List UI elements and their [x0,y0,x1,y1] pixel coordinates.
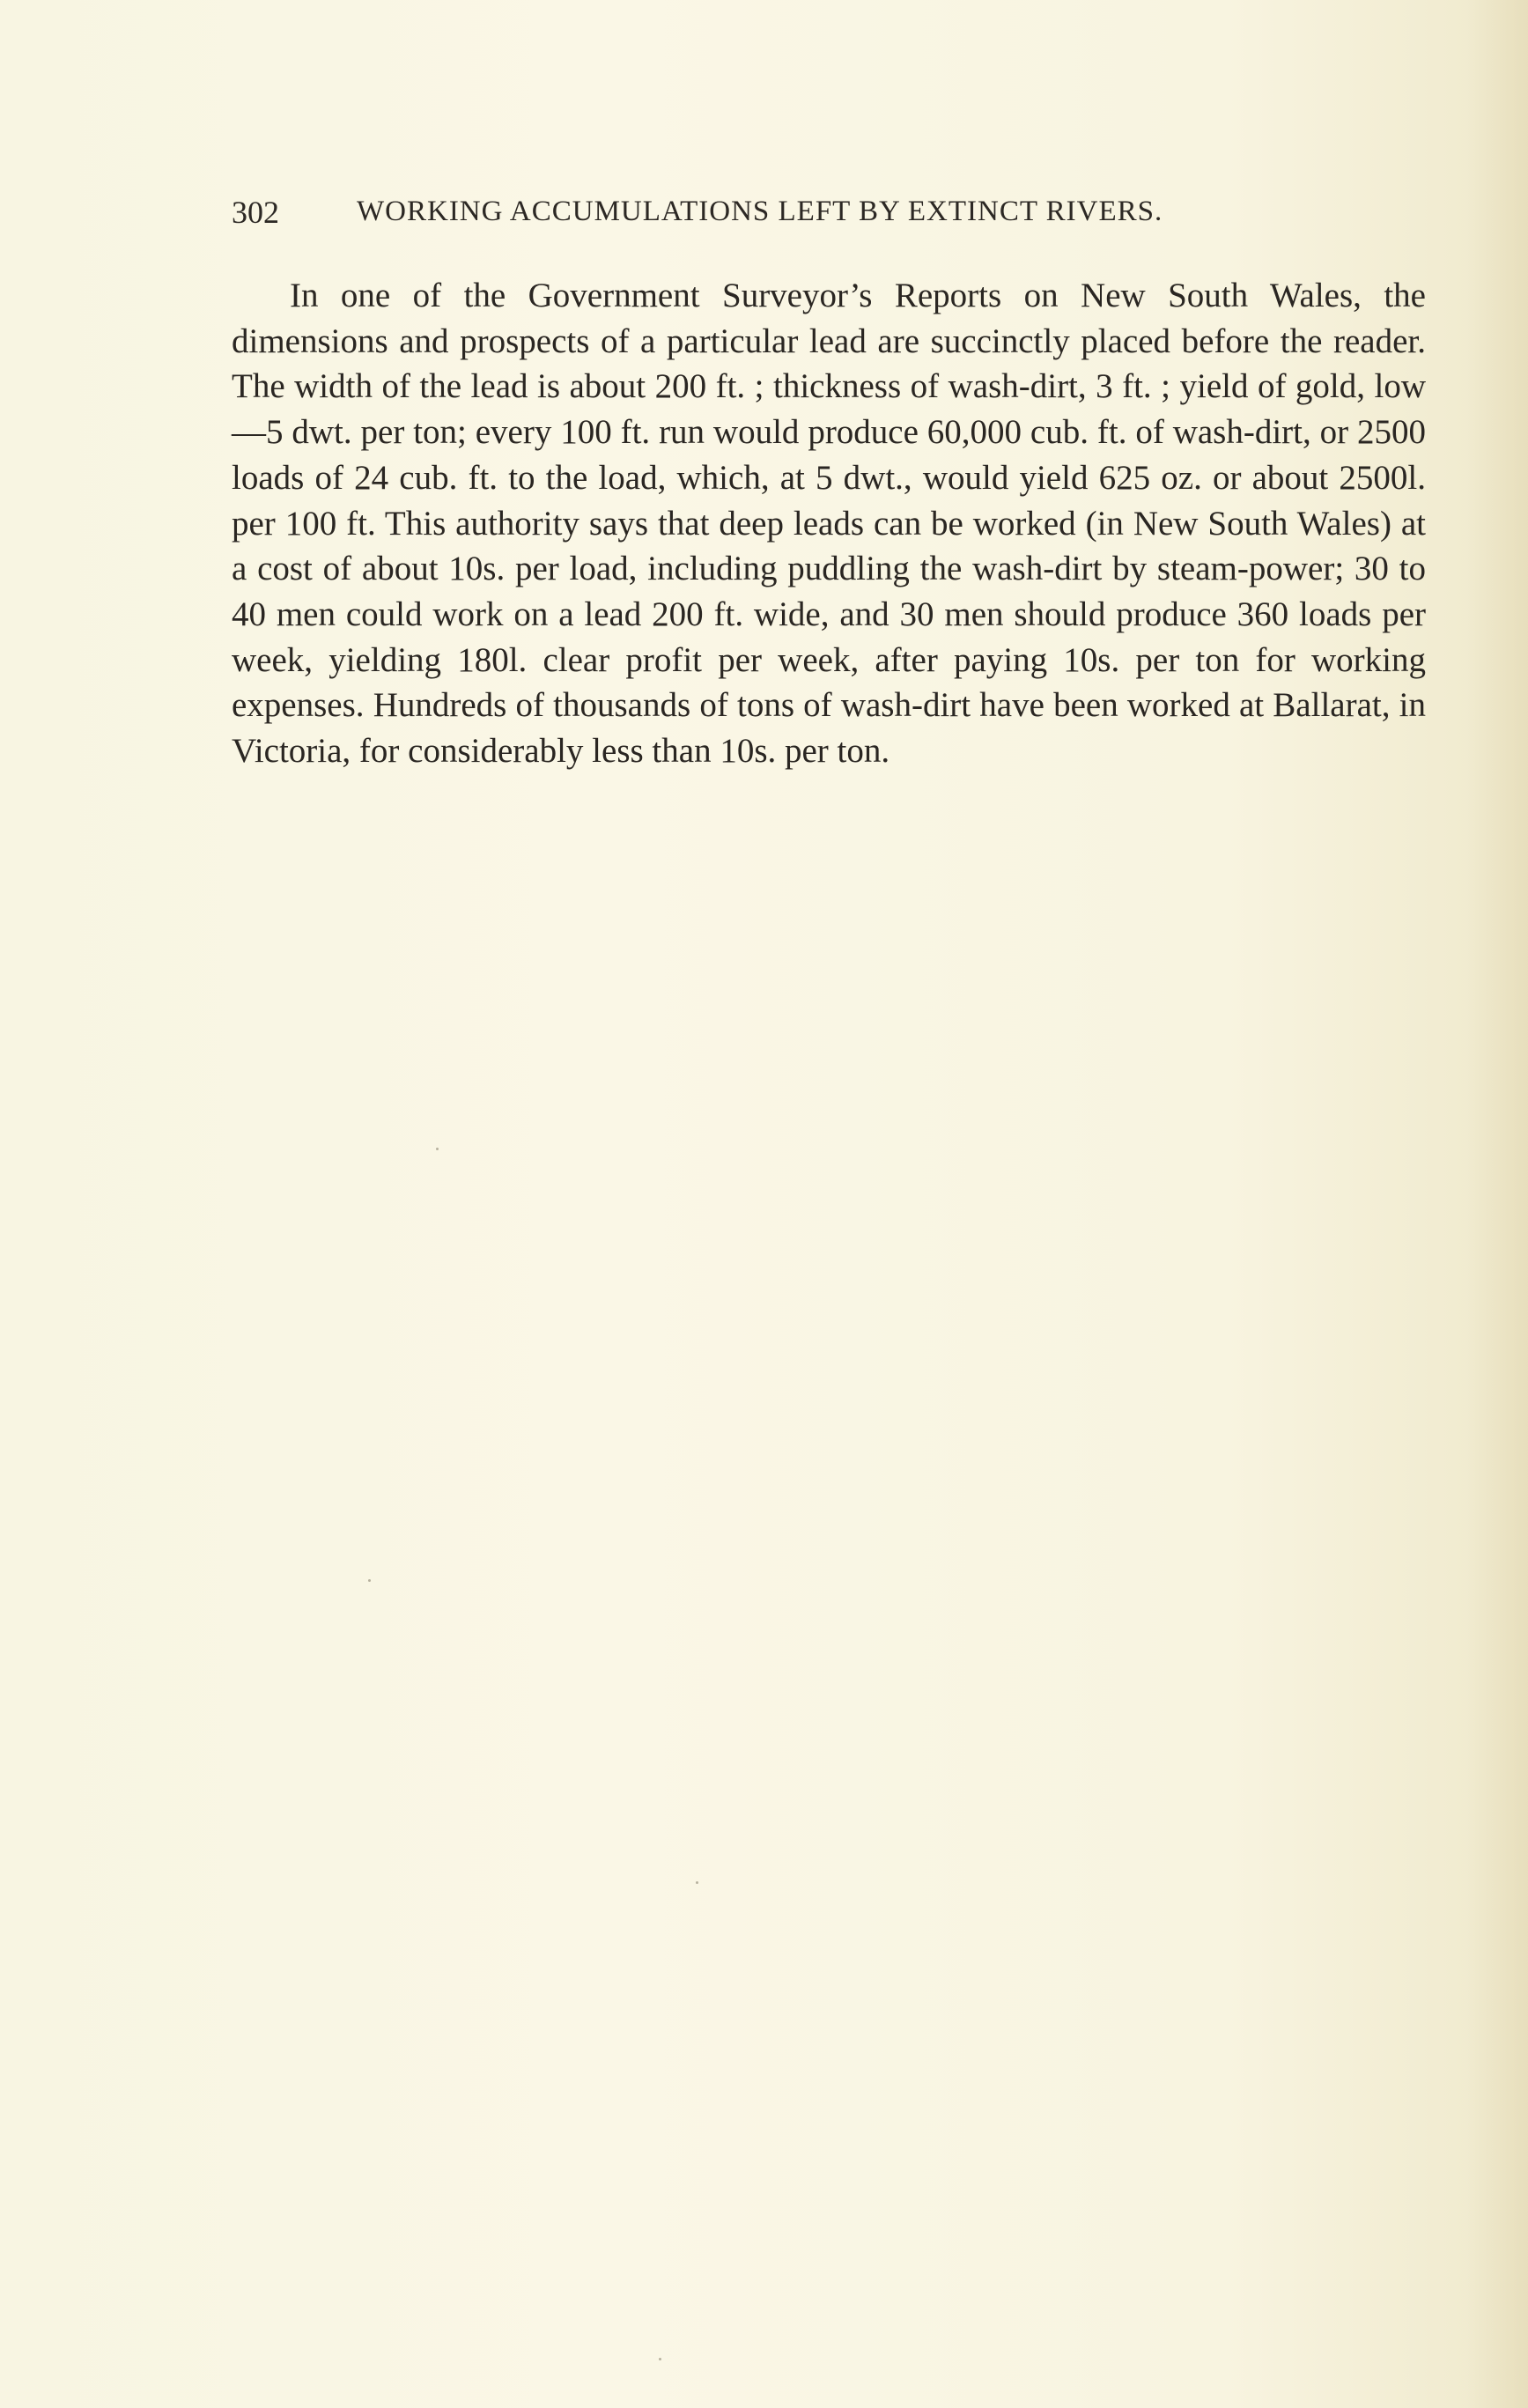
paper-speck [436,1148,439,1150]
paper-speck [368,1579,371,1582]
paper-speck [696,1881,698,1884]
page-number: 302 [232,195,279,230]
paper-speck [659,2358,661,2360]
paragraph: In one of the Government Surveyor’s Reports on New South Wales, the dimensions and prospects of a particular lead are succinctly placed before the reader. The width of the lead is about 200 ft. ; thickness of wash-dirt, 3 ft. ; yield of gold, low—5 dwt. per ton; every 100 ft. run would produce 60,000 cub. ft. of wash-dirt, or 2500 loads of 24 cub. ft. to the load, which, at 5 dwt., would yield 625 oz. or about 2500l. per 100 ft. This authority says that deep leads can be worked (in New South Wales) at a cost of about 10s. per load, including puddling the wash-dirt by steam-power; 30 to 40 men could work on a lead 200 ft. wide, and 30 men should produce 360 loads per week, yielding 180l. clear profit per week, after paying 10s. per ton for working expenses. Hundreds of thousands of tons of wash-dirt have been worked at Ballarat, in Victoria, for considerably less than 10s. per ton. [232,277,1426,771]
body-text [232,273,1426,774]
running-title: WORKING ACCUMULATIONS LEFT BY EXTINCT RIVERS. [357,196,1163,227]
page-edge-shading [1466,0,1528,2408]
running-head [232,194,1319,238]
